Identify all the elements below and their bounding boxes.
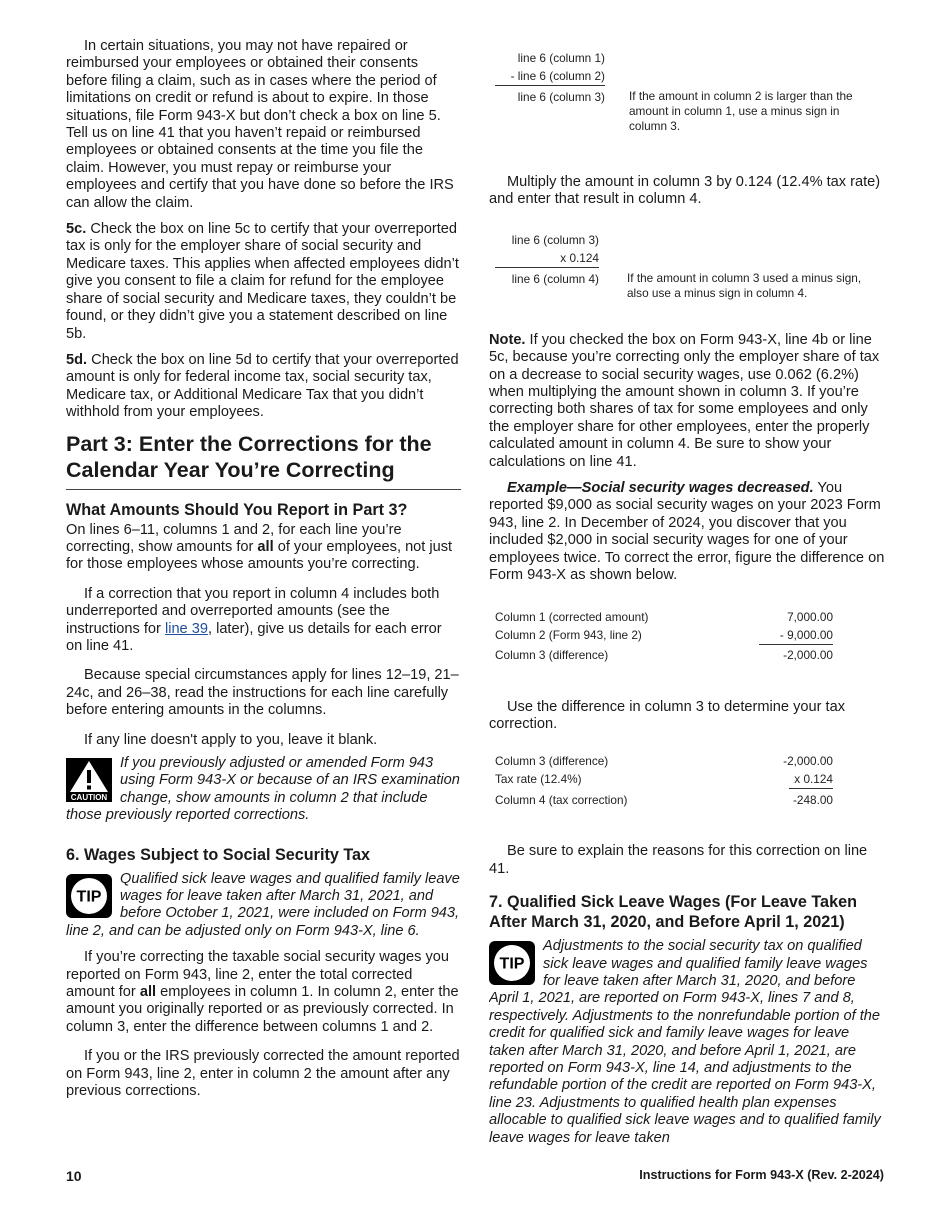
lines-text-b: of your employees, not just for those employees whose amounts you’re correcting. [66,538,453,573]
tip-icon-7-label: TIP [499,955,525,973]
caution-icon [66,758,112,800]
form-title-footer: Instructions for Form 943-X (Rev. 2-2024) [639,1168,884,1182]
lines-text-bold: all [257,538,274,555]
explain-paragraph: Be sure to explain the reasons for this correction on line 41. [489,843,868,877]
irs-corrected-paragraph: If you or the IRS previously corrected the amount reported on Form 943, line 2, enter in column 2 the amount after any previous corrections. [66,1048,460,1100]
note-label: Note. [489,331,526,348]
note-paragraph [489,332,885,471]
tax-correction-table [489,749,885,817]
taxable-text-a: If you’re correcting the taxable social security wages you reported on Form 943, line 2, enter the total corrected amount for [66,949,450,1001]
tip-icon-7 [489,941,535,983]
calc2-note: If the amount in column 3 used a minus sign, also use a minus sign in column 4. [627,270,862,300]
line-5d-paragraph [66,352,461,422]
line-39-link[interactable]: line 39 [164,620,208,637]
tip-icon [66,874,112,916]
tip-note-6 [66,871,461,941]
table2-row2-label: Tax rate (12.4%) [495,772,582,787]
tip-7-text: Adjustments to the social security tax on qualified sick leave wages and qualified family leave wages for leave taken after March 31, 2020, and before April 1, 2021, are reported on Form 943-X, lines 7 and 8, respectively. Adjustments to the nonrefundable portion of the credit for qualified sick and family leave wages for leave taken after March 31, 2020, and before April 1, 2021, are reported on Form 943-X, line 14, and adjustments to the refundable portion of the credit are reported on Form 943-X, line 23. Adjustments to qualified health plan expenses allocable to qualified sick leave wages and to qualified family leave wages for leave taken [489,938,881,1146]
table2-row3-label: Column 4 (tax correction) [495,793,628,808]
calc1-line2: - line 6 (column 2) [510,69,605,83]
section-7-heading: 7. Qualified Sick Leave Wages (For Leave Taken After March 31, 2020, and Before April 1, 2021) [489,893,857,932]
table1-row1-label: Column 1 (corrected amount) [495,609,649,624]
line-5d-text: Check the box on line 5d to certify that your overreported amount is only for federal income tax, social security tax, Medicare tax, or Additional Medicare Tax that you didn’t withhold from your employees. [66,351,459,421]
section-6-heading: 6. Wages Subject to Social Security Tax [66,845,371,864]
example-paragraph [489,480,885,584]
table1-row1-value: 7,000.00 [787,609,833,624]
calc-block-1 [489,38,885,148]
example-text: You reported $9,000 as social security wages on your 2023 Form 943, line 2. In December of 2024, you discover that you included $2,000 in social security wages for one of your employees twice. To correct the error, figure the difference on Form 943-X as shown below. [489,480,885,584]
part-3-heading: Part 3: Enter the Corrections for the Calendar Year You’re Correcting [66,431,461,490]
intro-paragraph: In certain situations, you may not have repaired or reimbursed your employees or obtained their consents before filing a claim, such as in cases where the period of limitations on credit or refund is about to expire. In those situations, file Form 943-X but don’t check a box on line 5. Tell us on line 41 that you haven’t repaid or reimbursed employees or obtained consents at the time you file the claim. However, you must repay or reimburse your employees and certify that you have done so before the IRS can allow the claim. [66,38,454,211]
caution-text: If you previously adjusted or amended Form 943 using Form 943-X or because of an IRS examination change, show amounts in column 2 that include those previously reported corrections. [66,755,460,824]
left-column [66,38,461,1110]
calc2-line3: line 6 (column 4) [511,271,599,286]
example-label: Example—Social security wages decreased. [507,480,814,497]
lines-text-a: On lines 6–11, columns 1 and 2, for each line you’re correcting, show amounts for [66,521,402,555]
correction-text-b: , later), give us details for each error on line 41. [66,620,442,654]
calc1-note: If the amount in column 2 is larger than the amount in column 1, use a minus sign in column 3. [629,89,853,133]
table2-row3-value: -248.00 [792,793,833,808]
caution-icon-label: CAUTION [70,793,108,802]
line-5d-label: 5d. [66,351,88,368]
special-circumstances-paragraph: Because special circumstances apply for lines 12–19, 21–24c, and 26–38, read the instructions for each line carefully before entering amounts in the columns. [66,667,459,719]
calc-block-2 [489,218,885,318]
page-number: 10 [66,1168,82,1184]
table2-rule [789,788,833,789]
calc1-rule [495,85,605,86]
correction-text-a: If a correction that you report in column 4 includes both underreported and overreported amounts (see the instructions for [66,585,440,637]
calc2-line2: x 0.124 [560,250,599,265]
taxable-text-b: employees in column 1. In column 2, enter the amount you originally reported or as previously corrected. In column 3, enter the difference between columns 1 and 2. [66,984,459,1035]
right-column [489,38,885,1147]
table2-row2-value: x 0.124 [794,772,833,787]
use-difference-paragraph: Use the difference in column 3 to determine your tax correction. [489,698,846,732]
tip-icon-label: TIP [76,888,102,906]
calc2-line1: line 6 (column 3) [511,232,599,247]
line-5c-text: Check the box on line 5c to certify that your overreported tax is only for the employer share of social security and Medicare taxes. This applies when affected employees didn’t give you consent to file a claim for refund for the employee share of social security and Medicare taxes, they couldn’t be found, or they didn’t give you a statement described on line 5b. [66,221,459,342]
taxable-text-bold: all [139,984,157,1001]
calc1-line3: line 6 (column 3) [517,90,605,104]
calc1-line1: line 6 (column 1) [517,51,605,65]
line-5c-paragraph [66,221,461,343]
tip-note-7 [489,938,885,1147]
difference-table [489,603,885,675]
table1-rule [759,644,833,645]
table1-row2-value: - 9,000.00 [779,627,833,642]
correction-paragraph [66,586,461,656]
multiply-paragraph: Multiply the amount in column 3 by 0.124 (12.4% tax rate) and enter that result in column 4. [489,174,881,208]
tip-6-text: Qualified sick leave wages and qualified family leave wages for leave taken after March 31, 2021, and before October 1, 2021, were included on Form 943, line 2, and can be adjusted only on Form 943-X, line 6. [66,870,460,939]
caution-note [66,755,461,825]
taxable-wages-paragraph [66,949,461,1036]
table2-row1-value: -2,000.00 [783,754,833,769]
table1-row2-label: Column 2 (Form 943, line 2) [495,627,642,642]
lines-6-11-paragraph [66,522,461,574]
table1-row3-value: -2,000.00 [783,647,833,662]
table1-row3-label: Column 3 (difference) [495,647,609,662]
line-5c-label: 5c. [66,221,87,238]
calc2-rule [495,267,599,268]
note-text: If you checked the box on Form 943-X, line 4b or line 5c, because you’re correcting only the employer share of tax on a decrease to social security wages, use 0.062 (6.2%) when multiplying the amount shown in column 3. If you’re correcting both shares of tax for some employees and only the employer share for other employees, enter the properly calculated amount in column 4. Be sure to show your calculations on line 41. [489,331,880,470]
table2-row1-label: Column 3 (difference) [495,754,609,769]
what-amounts-heading: What Amounts Should You Report in Part 3? [66,500,408,519]
blank-line-paragraph: If any line doesn't apply to you, leave it blank. [84,731,378,748]
